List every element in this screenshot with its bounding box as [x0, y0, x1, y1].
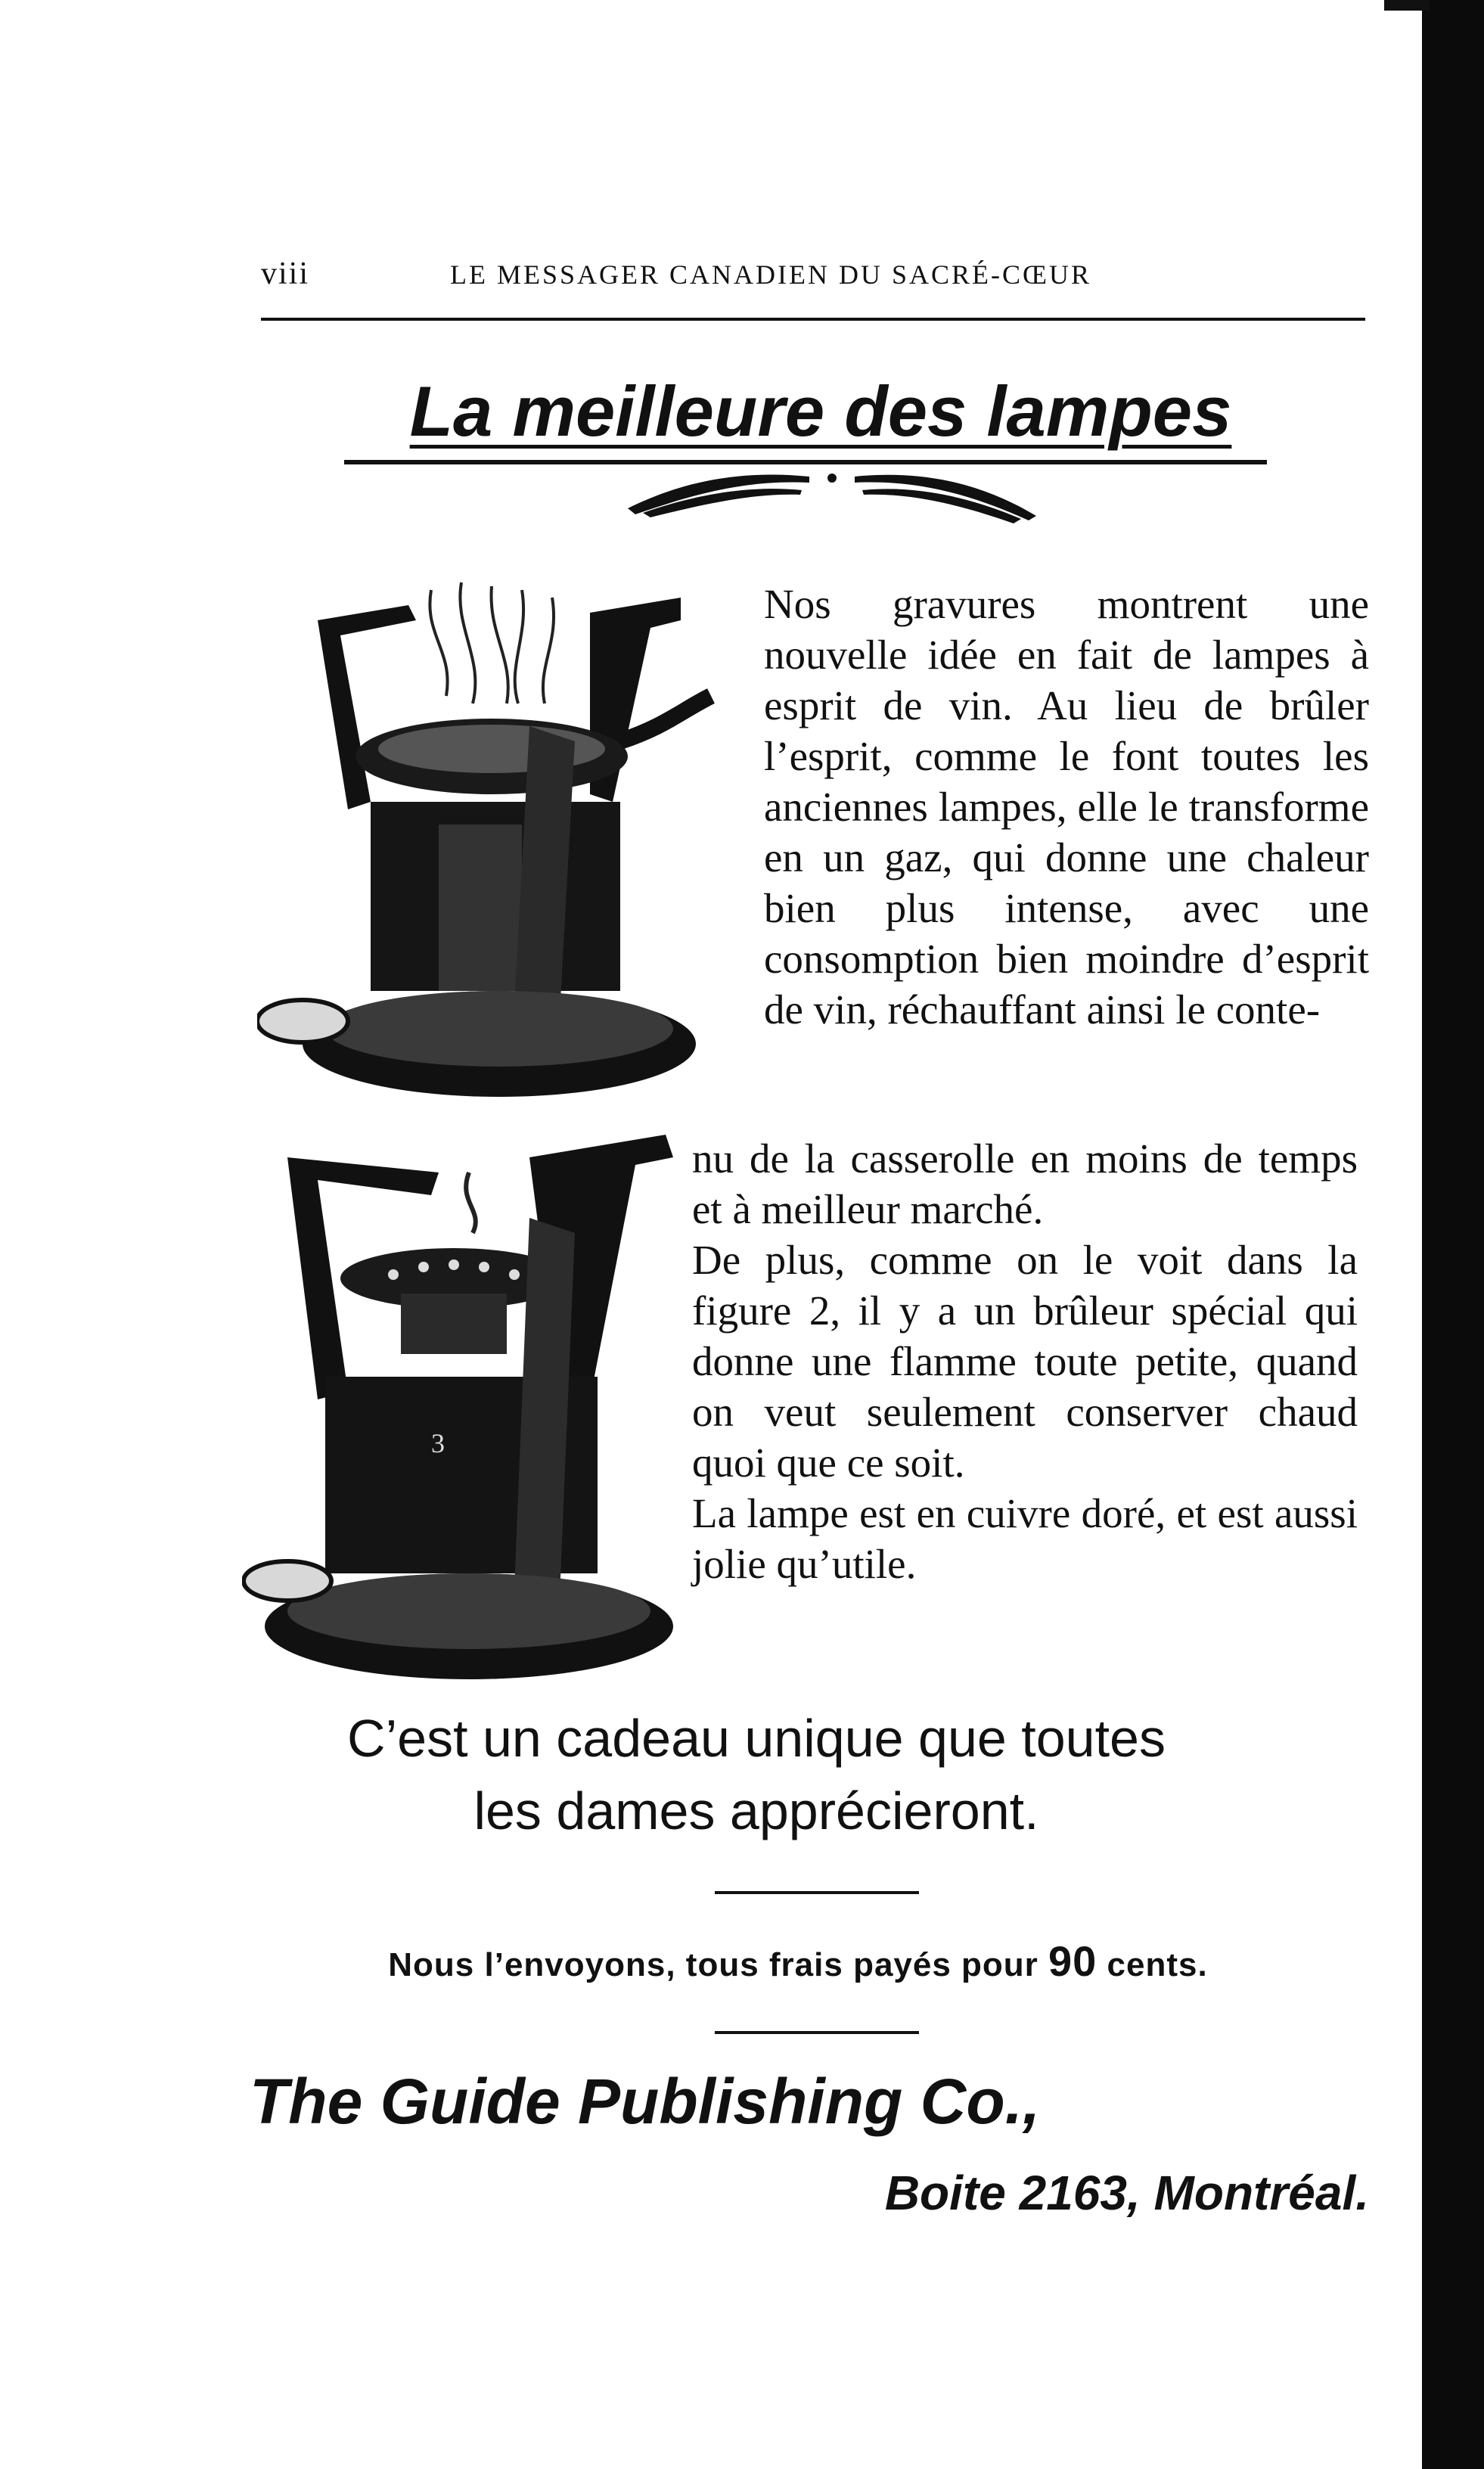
- tagline-line-1: C’est un cadeau unique que toutes: [347, 1709, 1166, 1768]
- price-text-before: Nous l’envoyons, tous frais payés pour: [388, 1946, 1049, 1983]
- price-line: [250, 1936, 1346, 1986]
- lamp-figure-2: [242, 1127, 696, 1687]
- body-column-lower: [692, 1133, 1358, 1589]
- paragraph-1-lower: nu de la casserolle en moins de temps et à meilleur marché.: [692, 1135, 1358, 1232]
- page-header: [261, 256, 1365, 301]
- body-column-upper: [764, 579, 1369, 1035]
- divider-rule-top: [715, 1891, 919, 1894]
- scan-page-edge: [1422, 0, 1484, 2469]
- paragraph-1-upper: Nos gravures montrent une nouvelle idée en fait de lampes à esprit de vin. Au lieu de brûler l’esprit, comme le font toutes les anciennes lampes, elle le transforme en un gaz, qui donne une chaleur bien plus intense, avec une consomption bien moindre d’esprit de vin, réchauffant ainsi le conte-: [764, 581, 1369, 1033]
- divider-rule-bottom: [715, 2031, 919, 2034]
- lamp-figure-1: [257, 575, 726, 1120]
- tagline-line-2: les dames apprécieront.: [473, 1781, 1039, 1840]
- header-rule: [261, 318, 1365, 321]
- price-amount: 90: [1048, 1937, 1097, 1985]
- tagline: [227, 1702, 1286, 1847]
- paragraph-2: De plus, comme on le voit dans la figure 2, il y a un brûleur spécial qui donne une flamme toute petite, quand on veut seulement conserver chaud quoi que ce soit.: [692, 1237, 1358, 1486]
- ad-title: La meilleure des lampes: [409, 371, 1232, 451]
- running-head: LE MESSAGER CANADIEN DU SACRÉ-CŒUR: [450, 259, 1092, 290]
- price-text-after: cents.: [1097, 1946, 1208, 1983]
- paragraph-3: La lampe est en cuivre doré, et est aussi jolie qu’utile.: [692, 1490, 1358, 1587]
- page-number: viii: [261, 256, 310, 291]
- svg-text:3: 3: [431, 1428, 445, 1458]
- publisher-address: Boite 2163, Montréal.: [884, 2166, 1369, 2220]
- scan-corner-mark: [1384, 0, 1430, 11]
- flourish-ornament: [620, 463, 1044, 523]
- publisher-name: The Guide Publishing Co.,: [250, 2066, 1041, 2137]
